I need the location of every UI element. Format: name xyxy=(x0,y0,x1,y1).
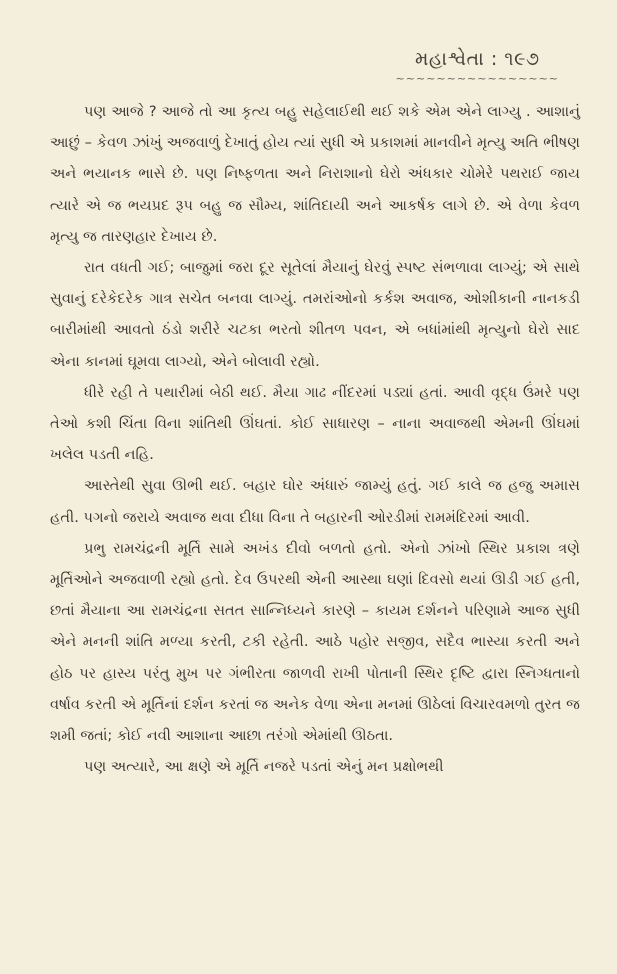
header-rule: ~~~~~~~~~~~~~~~~ xyxy=(395,72,559,85)
paragraph: ધીરે રહી તે પથારીમાં બેઠી થઈ. મૈયા ગાઢ નીંદરમાં પડ્યાં હતાં. આવી વૃદ્ધ ઉંમરે પણ તેઓ કશી ચિંતા વિના શાંતિથી ઊંઘતાં. કોઈ સાધારણ – નાના અવાજથી એમની ઊંઘમાં ખલેલ પડતી નહિ. xyxy=(50,383,580,464)
page-header xyxy=(396,48,559,85)
running-head: મહાશ્વેતા : ૧૯૭ xyxy=(414,48,540,70)
paragraph: રાત વધતી ગઈ; બાજુમાં જરા દૂર સૂતેલાં મૈયાનું ઘેરવું સ્પષ્ટ સંભળાવા લાગ્યું; એ સાથે સુવાનું દરેકેદરેક ગાત્ર સચેત બનવા લાગ્યું. તમરાંઓનો કર્કશ અવાજ, ઓશીકાની નાનકડી બારીમાંથી આવતો ઠંડો શરીરે ચટકા ભરતો શીતળ પવન, એ બધાંમાંથી મૃત્યુનો ઘેરો સાદ એના કાનમાં ઘૂમવા લાગ્યો, એને બોલાવી રહ્યો. xyxy=(50,259,580,370)
paragraph: પ્રભુ રામચંદ્રની મૂર્તિ સામે અખંડ દીવો બળતો હતો. એનો ઝાંખો સ્થિર પ્રકાશ ત્રણે મૂર્તિઓને અજવાળી રહ્યો હતો. દેવ ઉપરથી એની આસ્થા ઘણાં દિવસો થયાં ઊડી ગઈ હતી, છતાં મૈયાના આ રામચંદ્રના સતત સાન્નિધ્યને કારણે – કાયમ દર્શનને પરિણામે આજ સુધી એને મનની શાંતિ મળ્યા કરતી, ટકી રહેતી. આઠે પહોર સજીવ, સદૈવ ભાસ્યા કરતી અને હોઠ પર હાસ્ય પરંતુ મુખ પર ગંભીરતા જાળવી રાખી પોતાની સ્થિર દૃષ્ટિ દ્વારા સ્નિગ્ધતાનો વર્ષાવ કરતી એ મૂર્તિનાં દર્શન કરતાં જ અનેક વેળા એના મનમાં ઊઠેલાં વિચારવમળો તુરત જ શમી જતાં; કોઈ નવી આશાના આછા તરંગો એમાંથી ઊઠતા. xyxy=(50,539,580,745)
paragraph: આસ્તેથી સુવા ઊભી થઈ. બહાર ઘોર અંધારું જામ્યું હતું. ગઈ કાલે જ હજુ અમાસ હતી. પગનો જરાયે અવાજ થવા દીધા વિના તે બહારની ઓરડીમાં રામમંદિરમાં આવી. xyxy=(50,477,580,526)
paragraph: પણ અત્યારે, આ ક્ષણે એ મૂર્તિ નજરે પડતાં એનું મન પ્રક્ષોભથી xyxy=(84,758,444,776)
paragraph: પણ આજે ? આજે તો આ કૃત્ય બહુ સહેલાઈથી થઈ શકે એમ એને લાગ્યુ . આશાનું આછું – કેવળ ઝાંખું અજવાળું દેખાતું હોય ત્યાં સુધી એ પ્રકાશમાં માનવીને મૃત્યુ અતિ ભીષણ અને ભયાનક ભાસે છે. પણ નિષ્ફળતા અને નિરાશાનો ઘેરો અંધકાર ચોમેરે પથરાઈ જાય ત્યારે એ જ ભયપ્રદ રૂપ બહુ જ સૌમ્ય, શાંતિદાયી અને આકર્ષક લાગે છે. એ વેળા કેવળ મૃત્યુ જ તારણહાર દેખાય છે. xyxy=(50,103,580,245)
page-body xyxy=(50,96,580,782)
